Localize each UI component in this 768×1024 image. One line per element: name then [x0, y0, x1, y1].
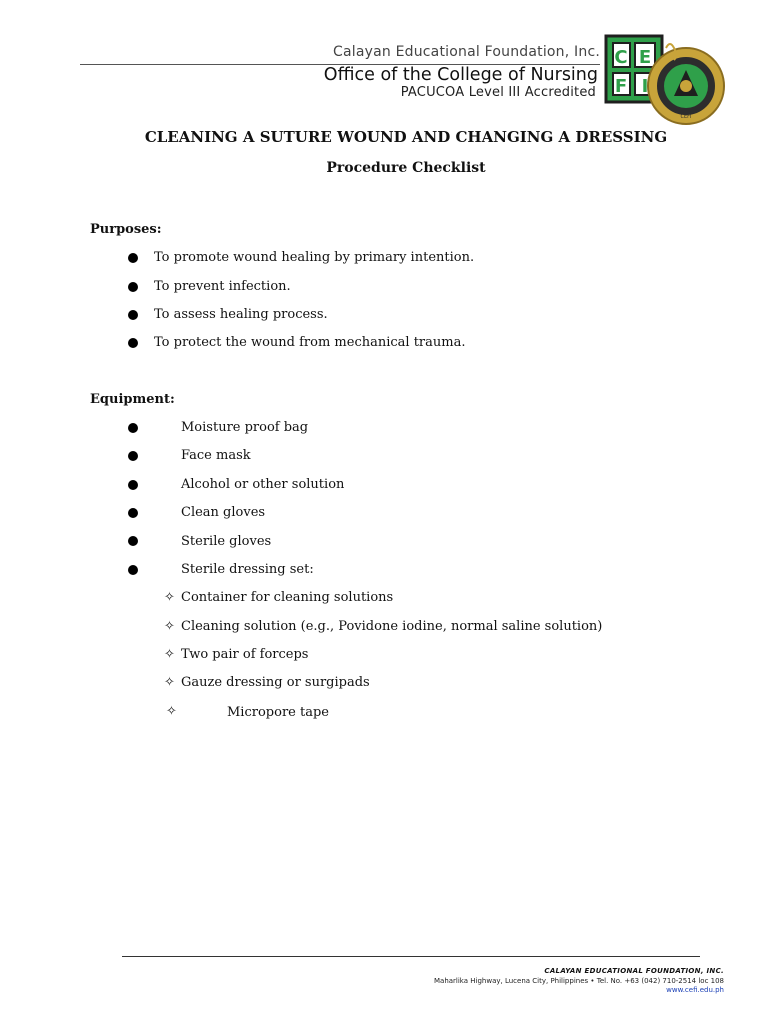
- bullet-icon: [128, 565, 138, 575]
- bullet-icon: [128, 253, 138, 263]
- dressing-set-item: Container for cleaning solutions: [181, 590, 394, 605]
- bullet-icon: [128, 310, 138, 320]
- foundation-name: Calayan Educational Foundation, Inc.: [332, 44, 600, 60]
- document-title: CLEANING A SUTURE WOUND AND CHANGING A DRESSING: [144, 128, 668, 146]
- equipment-item: Clean gloves: [181, 505, 266, 520]
- purpose-item: To promote wound healing by primary intention.: [154, 250, 475, 265]
- document-subtitle: Procedure Checklist: [326, 160, 486, 176]
- footer-foundation-name: CALAYAN EDUCATIONAL FOUNDATION, INC.: [544, 967, 724, 975]
- diamond-bullet-icon: ✧: [166, 704, 177, 719]
- bullet-icon: [128, 282, 138, 292]
- equipment-item: Face mask: [181, 448, 251, 463]
- equipment-item: Alcohol or other solution: [181, 477, 345, 492]
- bullet-icon: [128, 338, 138, 348]
- dressing-set-item: Cleaning solution (e.g., Povidone iodine, normal saline solution): [181, 619, 603, 634]
- office-name: Office of the College of Nursing: [323, 65, 598, 85]
- accreditation-text: PACUCOA Level III Accredited: [400, 85, 596, 100]
- purpose-item: To protect the wound from mechanical trauma.: [154, 335, 466, 350]
- diamond-bullet-icon: ✧: [164, 675, 175, 690]
- footer-address: Maharlika Highway, Lucena City, Philippines • Tel. No. +63 (042) 710-2514 loc 108: [433, 977, 724, 985]
- cefi-logo: [604, 30, 728, 128]
- bullet-icon: [128, 480, 138, 490]
- equipment-item: Sterile gloves: [181, 534, 272, 549]
- dressing-set-item: Gauze dressing or surgipads: [181, 675, 370, 690]
- bullet-icon: [128, 508, 138, 518]
- svg-text:CEFI: CEFI: [680, 114, 692, 120]
- svg-text:E: E: [638, 47, 652, 68]
- diamond-bullet-icon: ✧: [164, 590, 175, 605]
- footer-divider: [122, 956, 700, 957]
- dressing-set-item: Two pair of forceps: [181, 647, 309, 662]
- svg-text:F: F: [614, 76, 628, 97]
- equipment-item: Sterile dressing set:: [181, 562, 314, 577]
- diamond-bullet-icon: ✧: [164, 619, 175, 634]
- bullet-icon: [128, 451, 138, 461]
- svg-text:C: C: [614, 47, 628, 68]
- purposes-heading: Purposes:: [90, 222, 162, 237]
- equipment-heading: Equipment:: [90, 392, 175, 407]
- equipment-item: Moisture proof bag: [181, 420, 309, 435]
- footer-website-link[interactable]: www.cefi.edu.ph: [666, 986, 724, 994]
- purpose-item: To prevent infection.: [154, 279, 291, 294]
- dressing-set-item: Micropore tape: [227, 705, 329, 720]
- purpose-item: To assess healing process.: [154, 307, 328, 322]
- diamond-bullet-icon: ✧: [164, 647, 175, 662]
- bullet-icon: [128, 536, 138, 546]
- svg-text:I: I: [641, 76, 649, 97]
- bullet-icon: [128, 423, 138, 433]
